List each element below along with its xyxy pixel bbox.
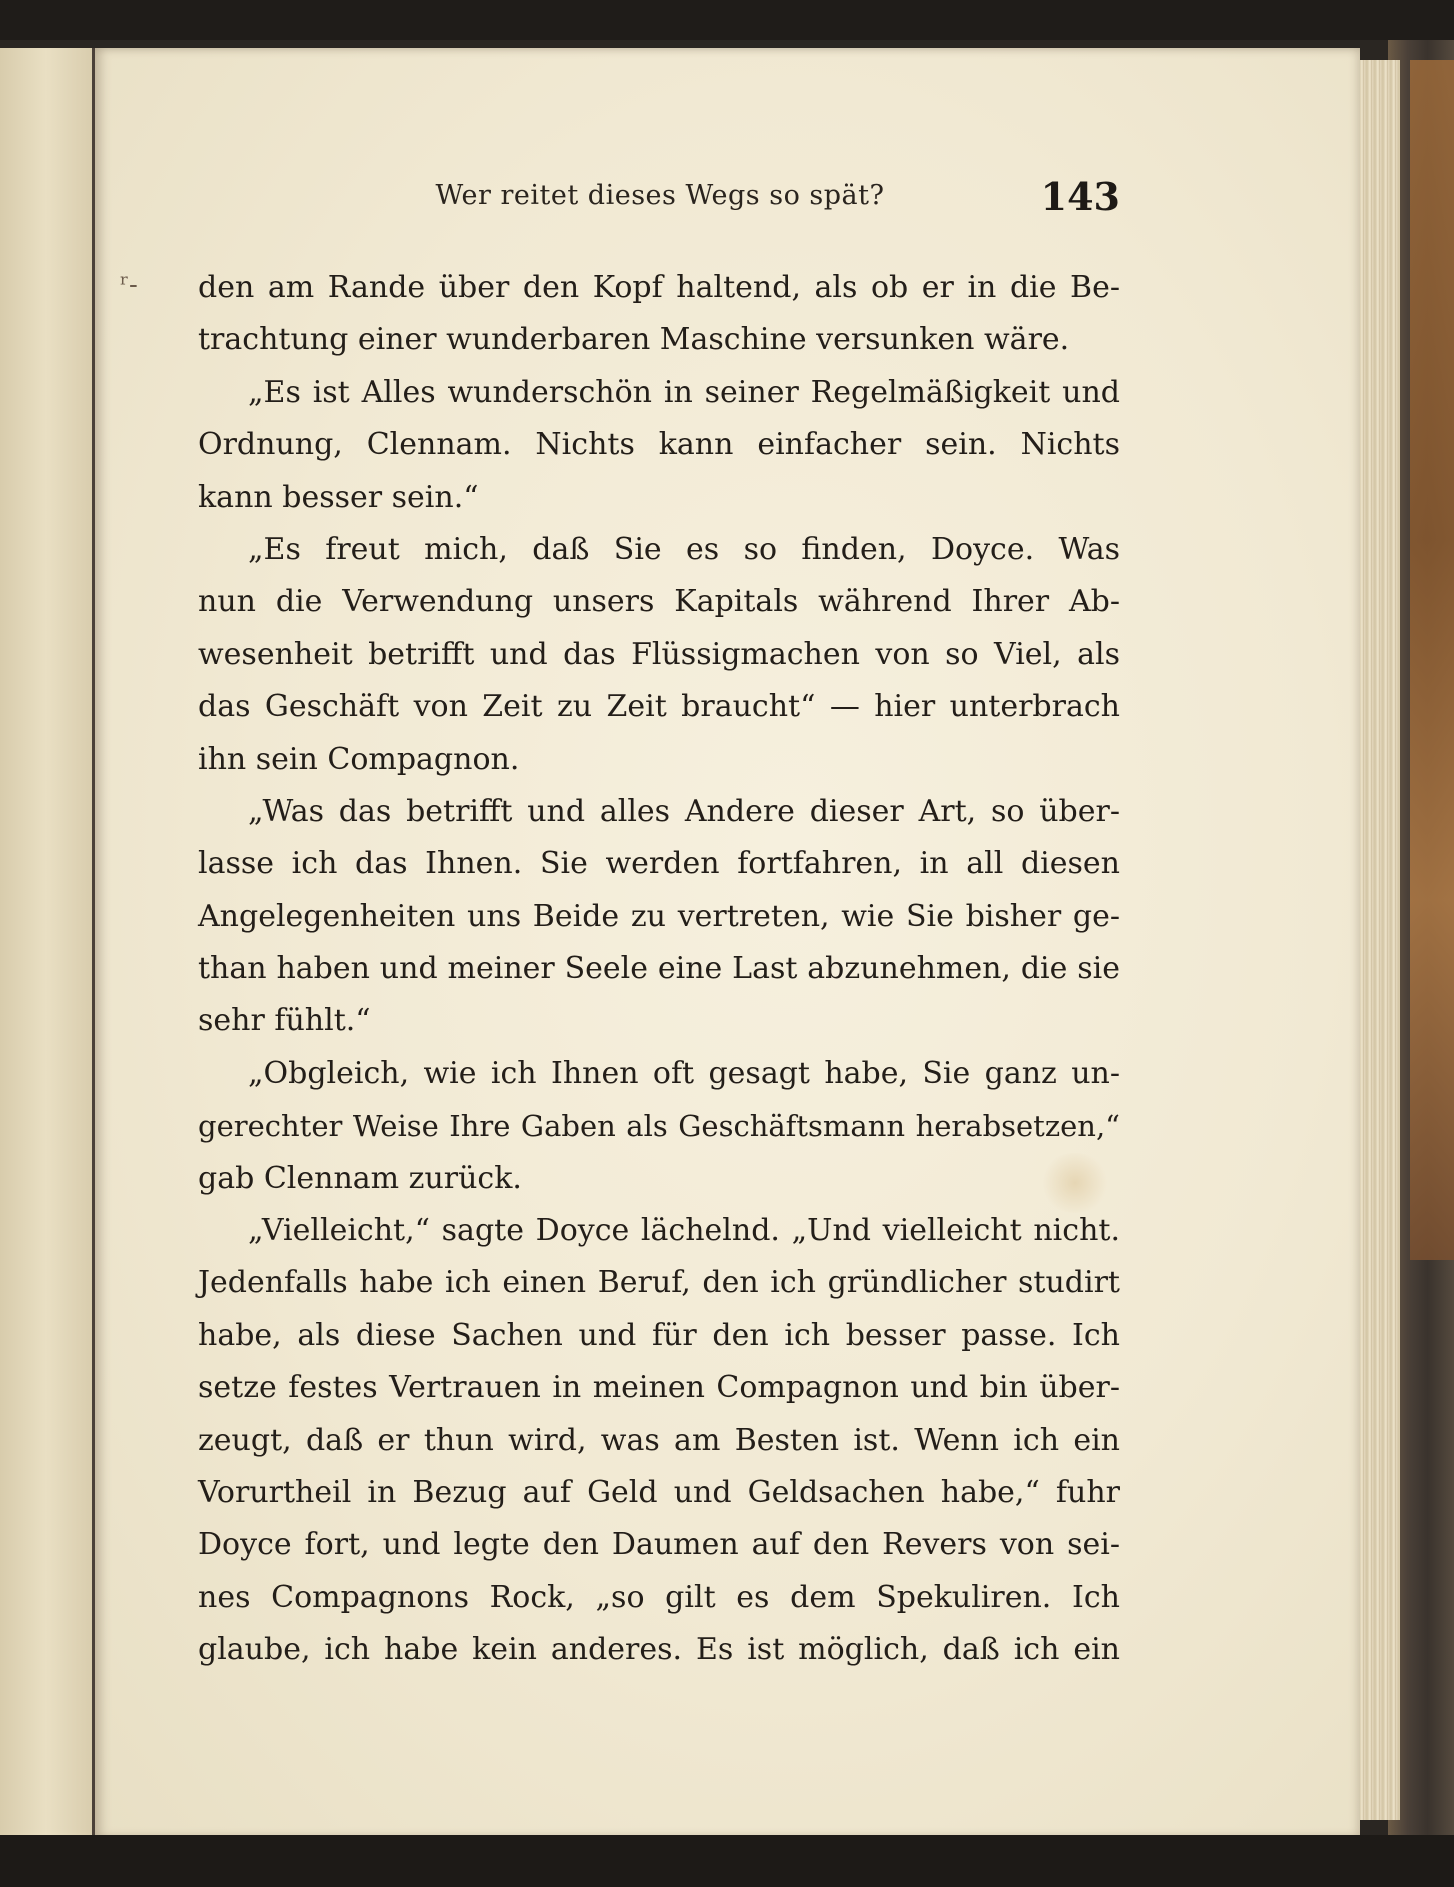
text-line: „Es ist Alles wunderschön in seiner Regelmäßigkeit und	[248, 374, 1120, 410]
book-cover-leather	[1410, 60, 1454, 1260]
text-line: gab Clennam zurück.	[198, 1160, 522, 1196]
text-line: lasse ich das Ihnen. Sie werden fortfahren, in all diesen	[198, 846, 1120, 882]
running-head-title: Wer reitet dieses Wegs so spät?	[435, 180, 885, 211]
text-line: Ordnung, Clennam. Nichts kann einfacher sein. Nichts	[198, 427, 1120, 463]
scan-background-top	[0, 0, 1454, 40]
text-line: kann besser sein.“	[198, 479, 479, 515]
text-line: Vorurtheil in Bezug auf Geld und Geldsachen habe,“ fuhr	[198, 1474, 1120, 1510]
facing-page-strip	[0, 48, 95, 1838]
text-line: zeugt, daß er thun wird, was am Besten ist. Wenn ich ein	[198, 1422, 1120, 1458]
text-line: den am Rande über den Kopf haltend, als ob er in die Be-	[198, 270, 1120, 305]
body-text	[198, 262, 1120, 1677]
text-line: „Vielleicht,“ sagte Doyce lächelnd. „Und vielleicht nicht.	[248, 1213, 1120, 1249]
running-head	[200, 174, 1120, 230]
text-line: setze festes Vertrauen in meinen Compagnon und bin über-	[198, 1370, 1120, 1406]
scan-background-bottom	[0, 1835, 1454, 1887]
text-line: Angelegenheiten uns Beide zu vertreten, wie Sie bisher ge-	[198, 898, 1120, 934]
text-line: das Geschäft von Zeit zu Zeit braucht“ — hier unterbrach	[198, 689, 1120, 725]
text-line: than haben und meiner Seele eine Last abzunehmen, die sie	[198, 951, 1120, 987]
text-line: gerechter Weise Ihre Gaben als Geschäftsmann herabsetzen,“	[198, 1109, 1120, 1144]
text-line: Doyce fort, und legte den Daumen auf den Revers von sei-	[198, 1527, 1120, 1563]
text-line: trachtung einer wunderbaren Maschine versunken wäre.	[198, 322, 1070, 358]
text-line: nes Compagnons Rock, „so gilt es dem Spekuliren. Ich	[198, 1579, 1120, 1615]
text-line: „Obgleich, wie ich Ihnen oft gesagt habe, Sie ganz un-	[248, 1055, 1120, 1091]
text-line: glaube, ich habe kein anderes. Es ist möglich, daß ich ein	[198, 1632, 1120, 1668]
text-line: habe, als diese Sachen und für den ich besser passe. Ich	[198, 1317, 1120, 1353]
text-line: ihn sein Compagnon.	[198, 741, 520, 777]
margin-mark: ʳ‐	[120, 270, 138, 300]
text-line: „Was das betrifft und alles Andere dieser Art, so über-	[248, 793, 1120, 829]
text-line: wesenheit betrifft und das Flüssigmachen von so Viel, als	[198, 636, 1120, 672]
page-number: 143	[1040, 174, 1120, 219]
text-line: „Es freut mich, daß Sie es so finden, Doyce. Was	[248, 531, 1120, 567]
text-line: Jedenfalls habe ich einen Beruf, den ich gründlicher studirt	[198, 1265, 1120, 1301]
text-line: nun die Verwendung unsers Kapitals während Ihrer Ab-	[198, 584, 1120, 620]
text-line: sehr fühlt.“	[198, 1003, 371, 1039]
